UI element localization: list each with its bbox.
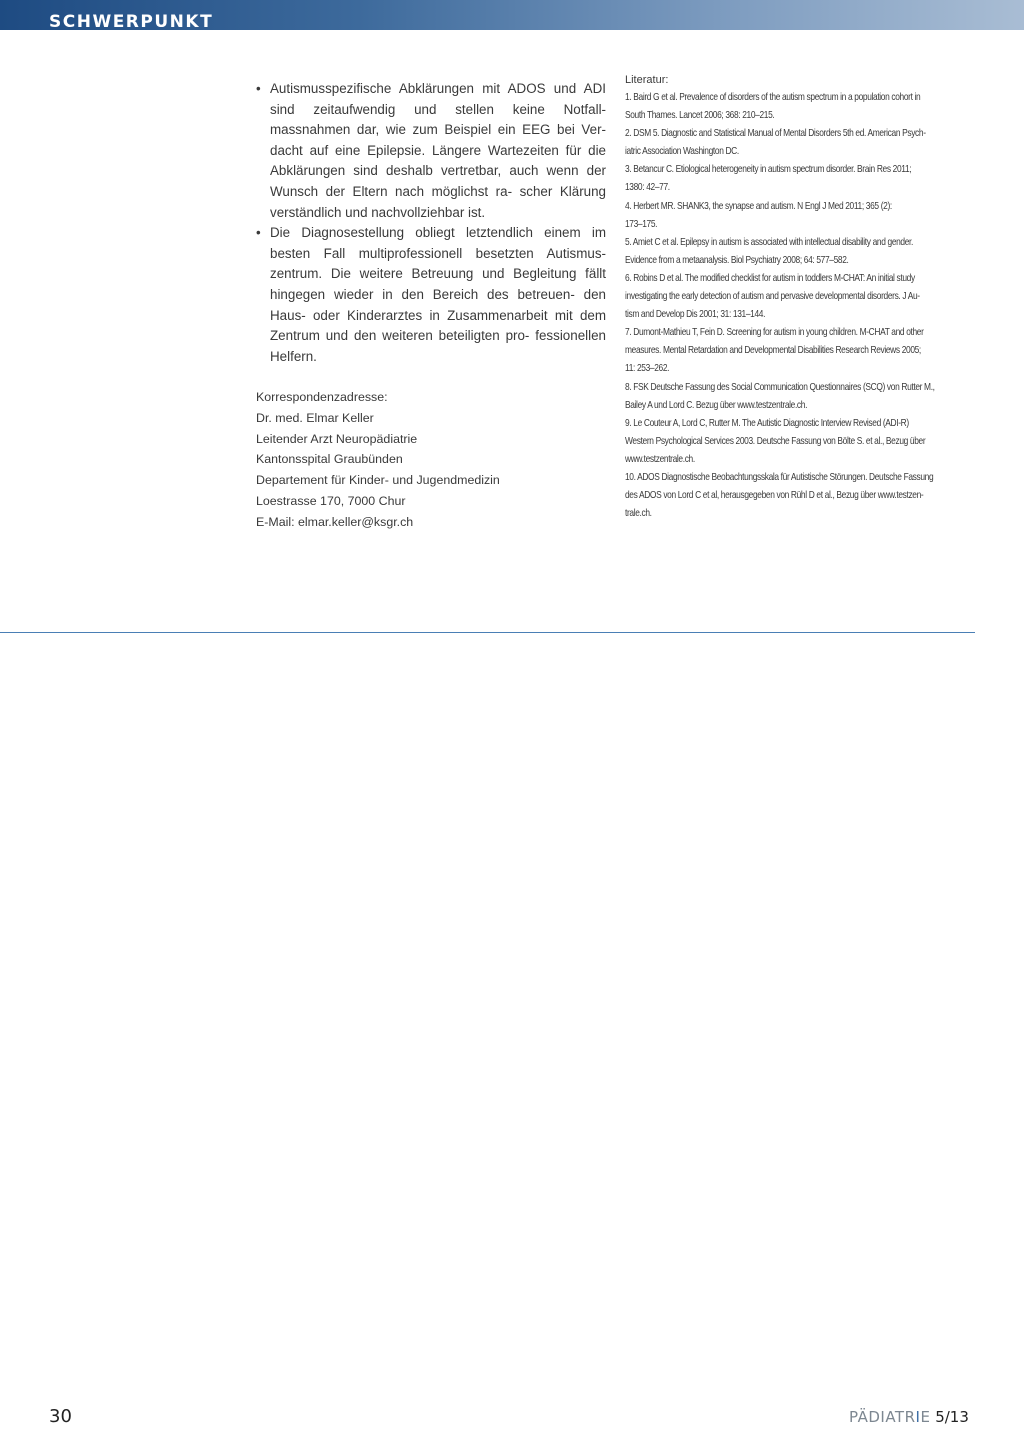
reference-line: 1. Baird G et al. Prevalence of disorders of the autism spectrum in a population cohort in [625, 91, 921, 103]
reference-line: 7. Dumont-Mathieu T, Fein D. Screening for autism in young children. M-CHAT and other [625, 326, 924, 339]
text-line: dacht auf eine Epilepsie. Längere Wartezeiten für [270, 142, 589, 158]
text-line: besten Fall multiprofessionell besetzten Autismus- [270, 245, 606, 261]
reference-line: www.testzentrale.ch. [625, 452, 695, 465]
reference-line: Evidence from a metaanalysis. Biol Psychiatry 2008; 64: 577–582. [625, 253, 849, 266]
author-name: Dr. med. Elmar Keller [256, 411, 374, 426]
reference-line: tism and Develop Dis 2001; 31: 131–144. [625, 308, 766, 321]
reference-line: 10. ADOS Diagnostische Beobachtungsskala für Autistische Störungen. Deutsche Fassung [625, 470, 934, 483]
department-name: Departement für Kinder- und Jugendmedizin [256, 473, 500, 488]
section-divider [0, 632, 975, 633]
hospital-name: Kantonsspital Graubünden [256, 452, 403, 467]
page-number: 30 [49, 1406, 72, 1427]
literature-column [625, 72, 975, 522]
text-line: wenn der Wunsch der Eltern nach möglichst ra- [270, 163, 606, 199]
reference-line: measures. Mental Retardation and Developmental Disabilities Research Reviews 2005; [625, 344, 921, 357]
bullet-item [256, 223, 606, 367]
reference-line: 4. Herbert MR. SHANK3, the synapse and autism. N Engl J Med 2011; 365 (2): [625, 199, 892, 212]
bullet-item [256, 79, 606, 223]
journal-logo [849, 1408, 930, 1426]
text-line: scher Klärung verständlich und nachvollziehbar ist. [270, 183, 607, 220]
reference-line: 3. Betancur C. Etiological heterogeneity in autism spectrum disorder. Brain Res 2011; [625, 163, 912, 176]
journal-logo-part: E [920, 1408, 931, 1426]
journal-issue [849, 1408, 969, 1426]
correspondence-heading: Korrespondenzadresse: [256, 390, 388, 405]
journal-logo-part: PÄDIATR [849, 1408, 916, 1426]
text-line: die Abklärungen sind deshalb vertretbar, auch [270, 142, 606, 179]
reference-line: trale.ch. [625, 507, 652, 520]
text-line: massnahmen dar, wie zum Beispiel ein EEG bei Ver- [270, 122, 606, 138]
bullet-list [256, 79, 606, 367]
reference-line: des ADOS von Lord C et al, herausgegeben von Rühl D et al., Bezug über www.testzen- [625, 489, 924, 502]
reference-line: investigating the early detection of autism and pervasive developmental disorders. J Au- [625, 290, 920, 303]
text-line: Autismusspezifische Abklärungen mit ADOS und [270, 81, 584, 96]
reference-line: 5. Amiet C et al. Epilepsy in autism is associated with intellectual disability and gender. [625, 235, 914, 248]
main-column [256, 79, 606, 532]
bullet-marker: • [256, 225, 261, 241]
text-line: zentrum. Die weitere Betreuung und Begleitung [270, 266, 586, 282]
email-address[interactable]: E-Mail: elmar.keller@ksgr.ch [256, 514, 414, 529]
text-line: Die Diagnosestellung obliegt letztendlich einem im [270, 225, 606, 241]
literature-heading: Literatur: [625, 74, 669, 86]
reference-line: iatric Association Washington DC. [625, 145, 739, 158]
reference-line: 1380: 42–77. [625, 181, 670, 194]
bullet-text [270, 81, 606, 220]
text-line: fessionellen Helfern. [270, 328, 606, 364]
author-position: Leitender Arzt Neuropädiatrie [256, 431, 418, 446]
correspondence-address [256, 387, 606, 532]
reference-line: Western Psychological Services 2003. Deutsche Fassung von Bölte S. et al., Bezug über [625, 434, 926, 447]
issue-number: 5/13 [930, 1408, 969, 1426]
section-title: SCHWERPUNKT [49, 12, 214, 32]
reference-line: 9. Le Couteur A, Lord C, Rutter M. The Autistic Diagnostic Interview Revised (ADI-R) [625, 416, 909, 429]
bullet-marker: • [256, 81, 261, 96]
reference-line: 8. FSK Deutsche Fassung des Social Communication Questionnaires (SCQ) von Rutter M., [625, 380, 935, 393]
reference-line: South Thames. Lancet 2006; 368: 210–215. [625, 109, 775, 122]
text-line: fällt hingegen wieder in den Bereich des betreuen- [270, 266, 606, 302]
journal-logo-accent: I [915, 1408, 921, 1426]
text-line: ADI sind zeitaufwendig und stellen keine Notfall- [270, 81, 606, 117]
reference-line: 11: 253–262. [625, 362, 670, 375]
reference-list [625, 88, 975, 522]
postal-address: Loestrasse 170, 7000 Chur [256, 493, 406, 508]
reference-line: 6. Robins D et al. The modified checklist for autism in toddlers M-CHAT: An initial study [625, 271, 915, 284]
reference-line: 2. DSM 5. Diagnostic and Statistical Manual of Mental Disorders 5th ed. American Psych- [625, 127, 926, 140]
text-line: den Haus- oder Kinderarztes in Zusammenarbeit [270, 286, 606, 323]
text-line: mit dem Zentrum und den weiteren beteiligten pro- [270, 307, 606, 344]
reference-line: 173–175. [625, 217, 658, 230]
reference-line: Bailey A und Lord C. Bezug über www.testzentrale.ch. [625, 398, 808, 411]
bullet-text [270, 225, 606, 364]
